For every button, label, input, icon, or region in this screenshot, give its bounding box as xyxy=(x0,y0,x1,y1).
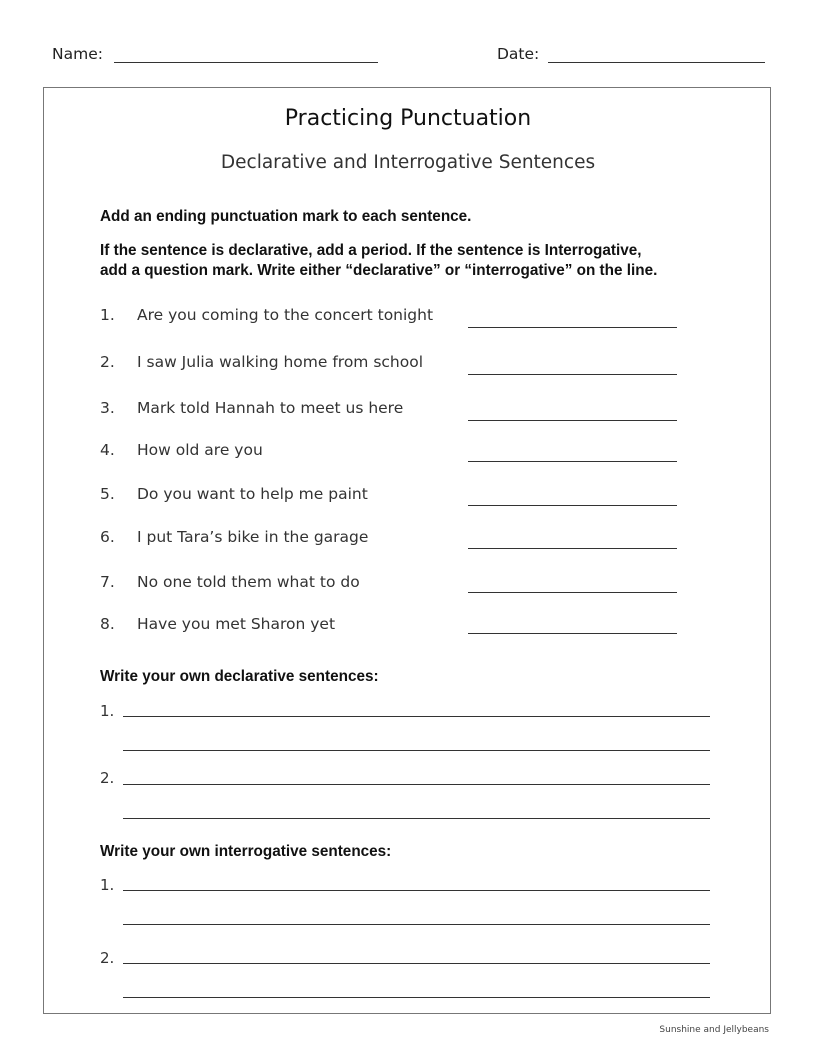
item-text: I saw Julia walking home from school xyxy=(137,353,424,371)
item-text: Do you want to help me paint xyxy=(137,485,368,503)
item-number: 8. xyxy=(100,615,115,633)
item-text: Mark told Hannah to meet us here xyxy=(137,399,404,417)
worksheet-subtitle: Declarative and Interrogative Sentences xyxy=(220,152,596,173)
interrogative-write-line[interactable] xyxy=(123,963,710,964)
declarative-write-line[interactable] xyxy=(123,818,710,819)
declarative-number: 1. xyxy=(100,702,115,720)
item-text: Have you met Sharon yet xyxy=(137,615,336,633)
answer-line[interactable] xyxy=(468,374,677,375)
instruction-line-2b: add a question mark. Write either “declarative” or “interrogative” on the line. xyxy=(100,262,658,279)
item-number: 6. xyxy=(100,528,115,546)
declarative-write-line[interactable] xyxy=(123,750,710,751)
item-number: 3. xyxy=(100,399,115,417)
name-line[interactable] xyxy=(114,62,378,63)
instruction-line-2a: If the sentence is declarative, add a period. If the sentence is Interrogative, xyxy=(100,242,642,259)
instruction-line-1: Add an ending punctuation mark to each sentence. xyxy=(100,208,472,225)
item-number: 2. xyxy=(100,353,115,371)
worksheet-frame xyxy=(43,87,771,1014)
answer-line[interactable] xyxy=(468,592,677,593)
item-number: 5. xyxy=(100,485,115,503)
footer-credit: Sunshine and Jellybeans xyxy=(659,1025,769,1035)
item-text: Are you coming to the concert tonight xyxy=(137,306,434,324)
declarative-write-line[interactable] xyxy=(123,784,710,785)
interrogative-number: 1. xyxy=(100,876,115,894)
interrogative-write-line[interactable] xyxy=(123,890,710,891)
interrogative-write-line[interactable] xyxy=(123,924,710,925)
item-text: No one told them what to do xyxy=(137,573,360,591)
answer-line[interactable] xyxy=(468,548,677,549)
item-number: 1. xyxy=(100,306,115,324)
item-number: 7. xyxy=(100,573,115,591)
answer-line[interactable] xyxy=(468,505,677,506)
interrogative-heading: Write your own interrogative sentences: xyxy=(100,843,392,860)
item-text: I put Tara’s bike in the garage xyxy=(137,528,369,546)
worksheet-title: Practicing Punctuation xyxy=(284,106,532,131)
name-label: Name: xyxy=(52,45,103,63)
item-number: 4. xyxy=(100,441,115,459)
answer-line[interactable] xyxy=(468,461,677,462)
answer-line[interactable] xyxy=(468,633,677,634)
date-line[interactable] xyxy=(548,62,765,63)
answer-line[interactable] xyxy=(468,327,677,328)
date-label: Date: xyxy=(497,45,540,63)
declarative-write-line[interactable] xyxy=(123,716,710,717)
interrogative-number: 2. xyxy=(100,949,115,967)
answer-line[interactable] xyxy=(468,420,677,421)
interrogative-write-line[interactable] xyxy=(123,997,710,998)
item-text: How old are you xyxy=(137,441,263,459)
declarative-number: 2. xyxy=(100,769,115,787)
declarative-heading: Write your own declarative sentences: xyxy=(100,668,379,685)
